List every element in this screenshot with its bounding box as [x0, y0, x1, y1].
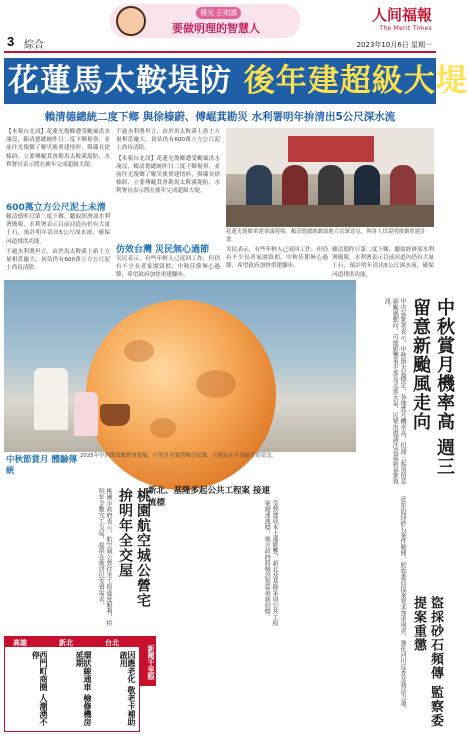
article-paragraph: 【本報台北訊】花蓮光復鄉遭受颱風洪水淹沒，賴清德總統昨日二度下鄉視察，並前往光復鄉了解災後重建情形，與縣長徐榛蔚、立委傅崐萁會勘馬太鞍溪堤防，水利署長表示將在後年完成超級大堤。 [6, 129, 110, 168]
header-rule [4, 51, 436, 53]
article-paragraph: 災民表示，有些年輕人已返回工作，但仍有不少長者家園毀損，中秋佳節無心過節，希望政府加快重建腳步。 [116, 256, 220, 279]
article-column-1b [6, 213, 110, 277]
lower-left-body: 桃園市政府表示，航空城公營住宅工程進度順利，拚明年全數完工交屋，提供在地居民安置需求。 [97, 488, 112, 626]
masthead-english: The Merit Times [379, 25, 432, 32]
lower-right-headline[interactable]: 盜採砂石頻傳 監察委提案重懲 [411, 596, 443, 728]
regional-item[interactable]: 環狀線通車 檢修機房延期 [75, 651, 92, 726]
promo-tag: 傳光 正唱課 [196, 7, 241, 19]
sub-heading-2: 仿效台灣 災民無心過節 [116, 245, 210, 255]
headline-band [4, 58, 468, 104]
meeting-photo [226, 128, 434, 227]
photo-pot [100, 404, 130, 426]
article-column-2 [116, 128, 220, 238]
masthead-logo [372, 4, 432, 30]
article-paragraph: 不過水利署坦言，由於馬太鞍溪上游土方量相當龐大，初估仍有600萬立方公尺泥土尚待清除。 [6, 248, 110, 272]
dateline: 2023年10月6日 星期一 [356, 41, 432, 49]
photo-banner [288, 136, 374, 162]
regional-item[interactable]: 因應老化 敬老卡補助啟用 [119, 651, 136, 726]
photo-caption: 花蓮光復鄉重建會議現場，賴清德總統聽取地方民眾意見，與會人員說明後續重建計畫。 [226, 229, 426, 243]
article-paragraph: 災民表示，有些年輕人已返回工作，但仍有不少長者家園毀損，中秋佳節無心過節，希望政府加快重建腳步。 [226, 247, 328, 270]
giant-moon-installation [86, 300, 276, 490]
girl-illustration [116, 6, 146, 36]
lower-right-body: 近年盜採砂石案件頻傳，監察委員提案要求加重刑責，強化河川巡查及執法力道。 [399, 496, 406, 712]
lower-mid-body: 受營建成本上漲影響，新北及基隆多項公共工程案接連流標，地方政府將檢討預算重新招標。 [263, 500, 278, 626]
side-story-headline[interactable]: 中秋賞月機率高 週三留意新颱風走向 [410, 298, 455, 477]
article-paragraph: 不過水利署坦言，由於馬太鞍溪上游土方量相當龐大，初估仍有600萬立方公尺泥土尚待清除。 [116, 129, 220, 152]
side-story-body: 中央氣象署表示，中秋節天氣穩定，各地賞月機率高，但週三起須留意新颱風動向，可能影響東半部及北部天氣，民眾出遊請注意最新氣象資訊。 [383, 298, 406, 484]
page-title[interactable] [8, 62, 468, 100]
article-paragraph: 【本報台北訊】花蓮光復鄉遭受颱風洪水淹沒，賴清德總統昨日二度下鄉視察，並前往光復鄉了解災後重建情形，與縣長徐榛蔚、立委傅崐萁會勘馬太鞍溪堤防，水利署長表示將在後年完成超級大堤。 [116, 155, 220, 195]
promo-title: 要做明理的智慧人 [172, 22, 260, 35]
lower-mid-headline[interactable]: 新北、基隆多起公共工程案 接連流標 [148, 486, 270, 508]
lower-left-headline[interactable]: 桃園航空城公營宅 拚明年全交屋 [117, 488, 151, 608]
headline-accent: 後年建超級大堤 [243, 63, 468, 99]
regional-news-box [4, 636, 140, 732]
region-label: 高雄 [13, 639, 27, 647]
section-tag: 新聞千里眼 [140, 636, 156, 686]
regional-item[interactable]: 西門町商圈 人潮湧不停 [31, 651, 48, 726]
page-number: 3 [7, 34, 15, 49]
region-label: 台北 [105, 639, 119, 647]
article-column-2b [116, 255, 220, 277]
photo-caption: 2025年中秋節高雄燈會現場，巨型月亮裝置吸引民眾，小朋友在月亮前合影留念。 [80, 453, 278, 459]
promo-banner[interactable] [110, 4, 300, 38]
moon-festival-photo [4, 280, 356, 452]
section-label: 綜合 [24, 40, 44, 51]
sub-heading-1: 600萬立方公尺泥土未清 [6, 203, 106, 213]
photo-person [34, 368, 68, 430]
masthead-chinese: 人间福報 [372, 6, 433, 24]
photo-child [74, 392, 98, 436]
subhead: 賴清德總統二度下鄉 與徐榛蔚、傅崐萁勘災 水利署明年拚清出5公尺深水流 [44, 111, 396, 123]
page-header [0, 0, 440, 54]
article-paragraph: 賴清德昨日第二度下鄉，聽取經濟部水利署簡報，水利署表示目前河道內仍有大量土石，預計明年清出5公尺深水流，確保河道排洪功能。 [332, 247, 434, 278]
headline-main: 花蓮馬太鞍堤防 [8, 63, 232, 99]
article-column-1 [6, 128, 110, 196]
article-paragraph: 賴清德昨日第二度下鄉，聽取經濟部水利署簡報，水利署表示目前河道內仍有大量土石，預計明年清出5公尺深水流，確保河道排洪功能。 [6, 214, 110, 245]
region-label: 新北 [59, 639, 73, 647]
box-title: 中秋節賞月 體驗傳統 [6, 455, 77, 476]
photo-table [226, 205, 434, 227]
